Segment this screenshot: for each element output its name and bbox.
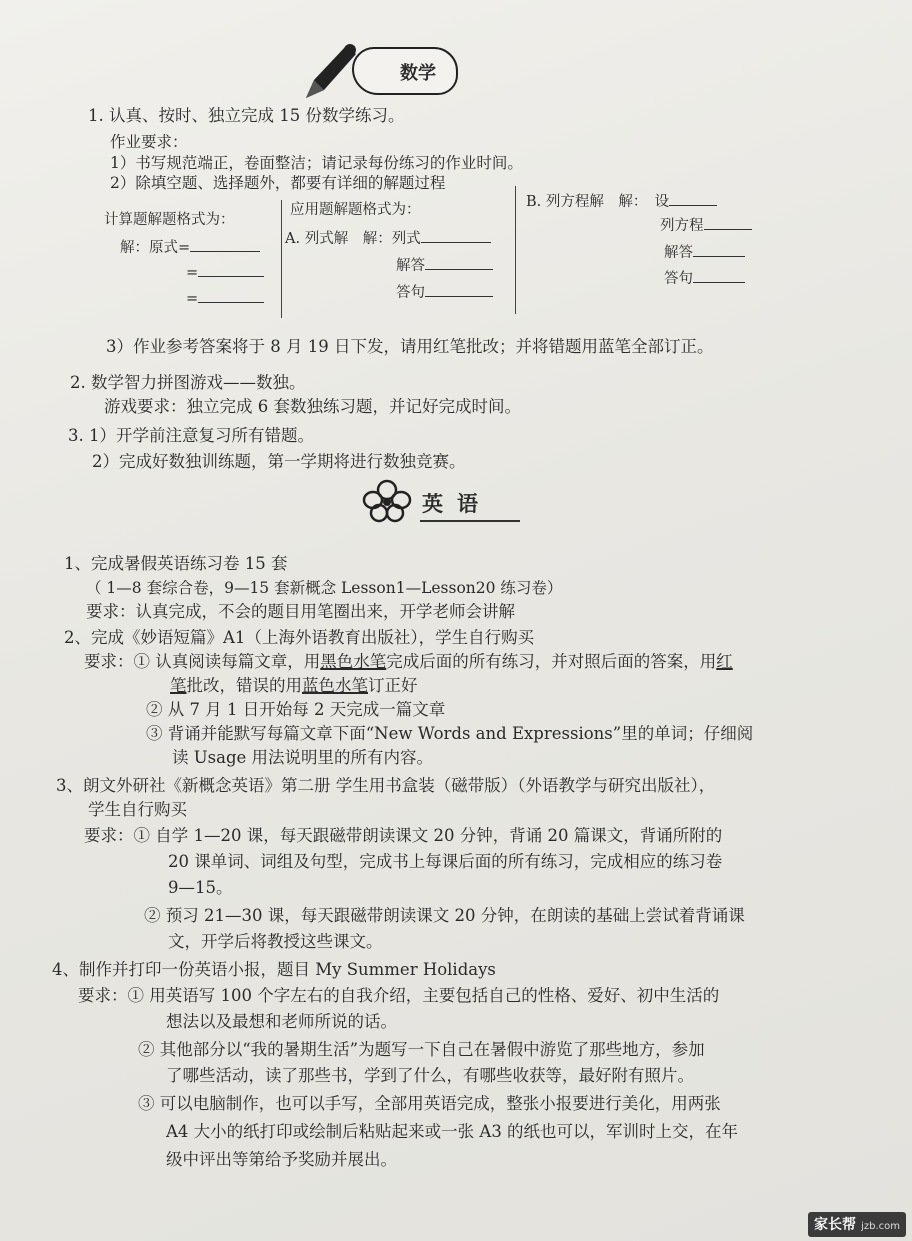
math-item-3b: 2）完成好数独训练题，第一学期将进行数独竞赛。	[92, 452, 466, 471]
math-req-2: 2）除填空题、选择题外，都要有详细的解题过程	[110, 174, 446, 192]
math-req-3: 3）作业参考答案将于 8 月 19 日下发，请用红笔批改；并将错题用蓝笔全部订正。	[106, 337, 714, 356]
eng-item-3-req-1c: 9—15。	[168, 878, 233, 897]
math-item-2: 2. 数学智力拼图游戏——数独。	[70, 373, 306, 392]
eng-item-1-sub: （ 1—8 套综合卷，9—15 套新概念 Lesson1—Lesson20 练习卷）	[86, 579, 563, 597]
eng-item-4-req-3a: ③ 可以电脑制作，也可以手写，全部用英语完成，整张小报要进行美化，用两张	[138, 1094, 721, 1113]
eng-item-2-req-3a: ③ 背诵并能默写每篇文章下面“New Words and Expressions”里的单词；仔细阅	[146, 724, 754, 743]
eng-item-4-req-2a: ② 其他部分以“我的暑期生活”为题写一下自己在暑假中游览了那些地方，参加	[138, 1040, 705, 1059]
site-watermark-logo	[808, 1212, 906, 1237]
eng-item-2: 2、完成《妙语短篇》A1（上海外语教育出版社），学生自行购买	[64, 628, 535, 647]
watermark-domain: jzb.com	[861, 1221, 900, 1232]
eng-item-3-req-2b: 文，开学后将教授这些课文。	[168, 932, 383, 951]
eng-item-1: 1、完成暑假英语练习卷 15 套	[64, 554, 288, 573]
calc-format-line-1: 解：原式=	[120, 237, 260, 258]
math-req-1: 1）书写规范端正，卷面整洁；请记录每份练习的作业时间。	[110, 154, 523, 172]
eng-item-2-req-3b: 读 Usage 用法说明里的所有内容。	[172, 748, 434, 767]
eng-item-2-req-2: ② 从 7 月 1 日开始每 2 天完成一篇文章	[146, 700, 446, 719]
eng-item-2-req-1a: 要求：① 认真阅读每篇文章，用黑色水笔完成后面的所有练习，并对照后面的答案，用红	[84, 652, 733, 671]
english-section-title: 英语	[422, 491, 492, 516]
math-item-1: 1. 认真、按时、独立完成 15 份数学练习。	[88, 106, 405, 125]
eng-item-3-req-1b: 20 课单词、词组及句型，完成书上每课后面的所有练习，完成相应的练习卷	[168, 852, 723, 871]
format-divider-2	[515, 186, 516, 314]
math-item-3a: 3. 1）开学前注意复习所有错题。	[68, 426, 314, 445]
eng-item-4-req-2b: 了哪些活动，读了那些书，学到了什么，有哪些收获等，最好附有照片。	[166, 1066, 694, 1085]
eng-item-3-req-2a: ② 预习 21—30 课，每天跟磁带朗读课文 20 分钟，在朗读的基础上尝试着背诵课	[144, 906, 745, 925]
app-format-b-dajv: 答句	[664, 268, 745, 289]
app-format-b-jieda: 解答	[664, 242, 745, 263]
eng-item-3b: 学生自行购买	[88, 800, 187, 819]
pencil-icon	[300, 40, 360, 102]
math-section-badge	[352, 47, 458, 95]
watermark-name: 家长帮	[813, 1217, 856, 1233]
english-title-underline	[420, 520, 520, 522]
math-section-title: 数学	[400, 63, 436, 84]
flower-icon	[355, 478, 419, 524]
math-item-2-req: 游戏要求：独立完成 6 套数独练习题，并记好完成时间。	[104, 397, 521, 416]
app-format-a-dajv: 答句	[396, 282, 493, 303]
eng-item-4-req-3b: A4 大小的纸打印或绘制后粘贴起来或一张 A3 的纸也可以，军训时上交，在年	[166, 1122, 739, 1141]
app-format-b: B. 列方程解 解： 设	[526, 191, 717, 212]
format-divider-1	[281, 200, 282, 318]
math-req-label: 作业要求：	[110, 133, 188, 151]
calc-format-line-2: =	[186, 262, 264, 283]
app-format-a-jieda: 解答	[396, 255, 493, 276]
eng-item-3a: 3、朗文外研社《新概念英语》第二册 学生用书盒装（磁带版）（外语教学与研究出版社），	[56, 776, 716, 795]
app-format-title: 应用题解题格式为：	[290, 202, 421, 218]
eng-item-1-req: 要求：认真完成，不会的题目用笔圈出来，开学老师会讲解	[86, 602, 515, 621]
eng-item-4: 4、制作并打印一份英语小报，题目 My Summer Holidays	[52, 960, 496, 979]
eng-item-2-req-1b: 笔批改，错误的用蓝色水笔订正好	[170, 676, 418, 695]
app-format-b-lfc: 列方程	[660, 215, 752, 236]
calc-format-title: 计算题解题格式为：	[104, 212, 235, 228]
calc-format-line-3: =	[186, 288, 264, 309]
eng-item-4-req-1a: 要求：① 用英语写 100 个字左右的自我介绍，主要包括自己的性格、爱好、初中生活的	[78, 986, 720, 1005]
eng-item-3-req-1a: 要求：① 自学 1—20 课，每天跟磁带朗读课文 20 分钟，背诵 20 篇课文，背诵所附的	[84, 826, 723, 845]
eng-item-4-req-3c: 级中评出等第给予奖励并展出。	[166, 1150, 397, 1169]
eng-item-4-req-1b: 想法以及最想和老师所说的话。	[166, 1012, 397, 1031]
app-format-a: A. 列式解 解：列式	[285, 228, 491, 249]
